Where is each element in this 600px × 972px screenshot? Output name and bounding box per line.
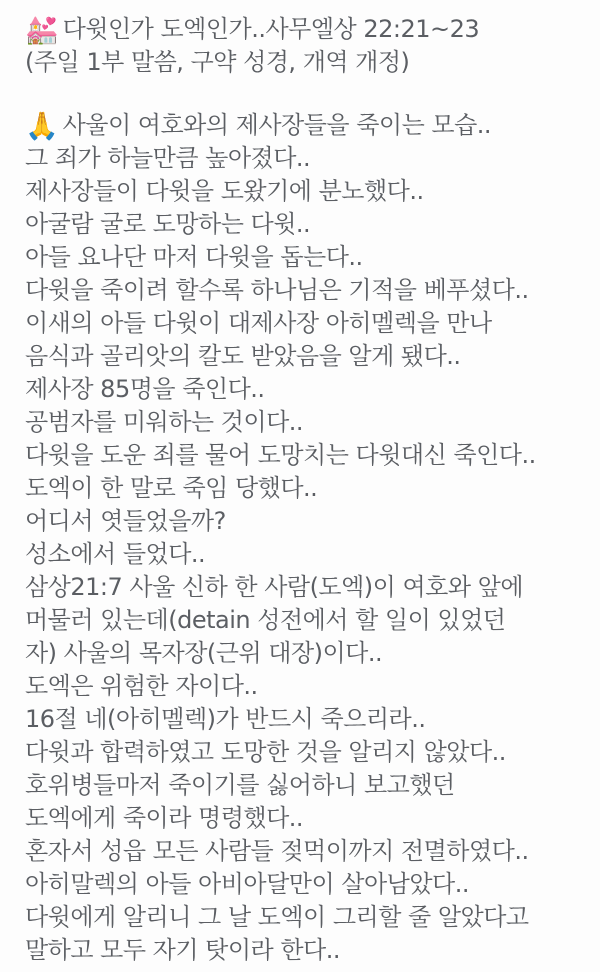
note-line: 아들 요나단 마저 다윗을 돕는다..	[25, 243, 363, 271]
page-subtitle: (주일 1부 말씀, 구약 성경, 개역 개정)	[25, 48, 410, 76]
note-line: 그 죄가 하늘만큼 높아졌다..	[25, 144, 311, 172]
note-line: 성소에서 들었다..	[25, 540, 206, 568]
note-line: 호위병들마저 죽이기를 싫어하니 보고했던	[25, 771, 455, 799]
pray-emoji: 🙏	[25, 111, 59, 142]
note-line: 아히말렉의 아들 아비아달만이 살아남았다..	[25, 870, 469, 898]
note-line: 어디서 엿들었을까?	[25, 507, 226, 535]
note-line: 삼상21:7 사울 신하 한 사람(도엑)이 여호와 앞에	[25, 573, 524, 601]
note-line: 16절 네(아히멜렉)가 반드시 죽으리라..	[25, 705, 426, 733]
note-line: 혼자서 성읍 모든 사람들 젖먹이까지 전멸하였다..	[25, 837, 529, 865]
note-line: 다윗을 죽이려 할수록 하나님은 기적을 베푸셨다..	[25, 276, 529, 304]
body-first-line-text: 사울이 여호와의 제사장들을 죽이는 모습..	[62, 111, 492, 139]
note-line: 머물러 있는데(detain 성전에서 할 일이 있었던	[25, 606, 506, 634]
note-line: 제사장 85명을 죽인다..	[25, 375, 265, 403]
note-line: 다윗과 합력하였고 도망한 것을 알리지 않았다..	[25, 738, 506, 766]
note-line: 자) 사울의 목자장(근위 대장)이다..	[25, 639, 383, 667]
body-first-line	[25, 109, 592, 142]
note-line: 이새의 아들 다윗이 대제사장 아히멜렉을 만나	[25, 309, 492, 337]
note-line: 다윗을 도운 죄를 물어 도망치는 다윗대신 죽인다..	[25, 441, 536, 469]
note-line: 아굴람 굴로 도망하는 다윗..	[25, 210, 311, 238]
note-line: 도엑에게 죽이라 명령했다..	[25, 804, 304, 832]
note-line: 다윗에게 알리니 그 날 도엑이 그리할 줄 알았다고	[25, 903, 529, 931]
note-line: 음식과 골리앗의 칼도 받았음을 알게 됐다..	[25, 342, 461, 370]
note-body	[25, 142, 592, 967]
header-body-gap	[25, 79, 592, 109]
note-line: 공범자를 미워하는 것이다..	[25, 408, 304, 436]
note-line: 도엑이 한 말로 죽임 당했다..	[25, 474, 318, 502]
title-line	[25, 13, 592, 46]
note-line: 도엑은 위험한 자이다..	[25, 672, 258, 700]
note-line: 제사장들이 다윗을 도왔기에 분노했다..	[25, 177, 424, 205]
church-emoji: 💒	[25, 15, 59, 46]
note-line: 말하고 모두 자기 탓이라 한다..	[25, 936, 340, 964]
page-title: 다윗인가 도엑인가..사무엘상 22:21~23	[62, 15, 480, 43]
